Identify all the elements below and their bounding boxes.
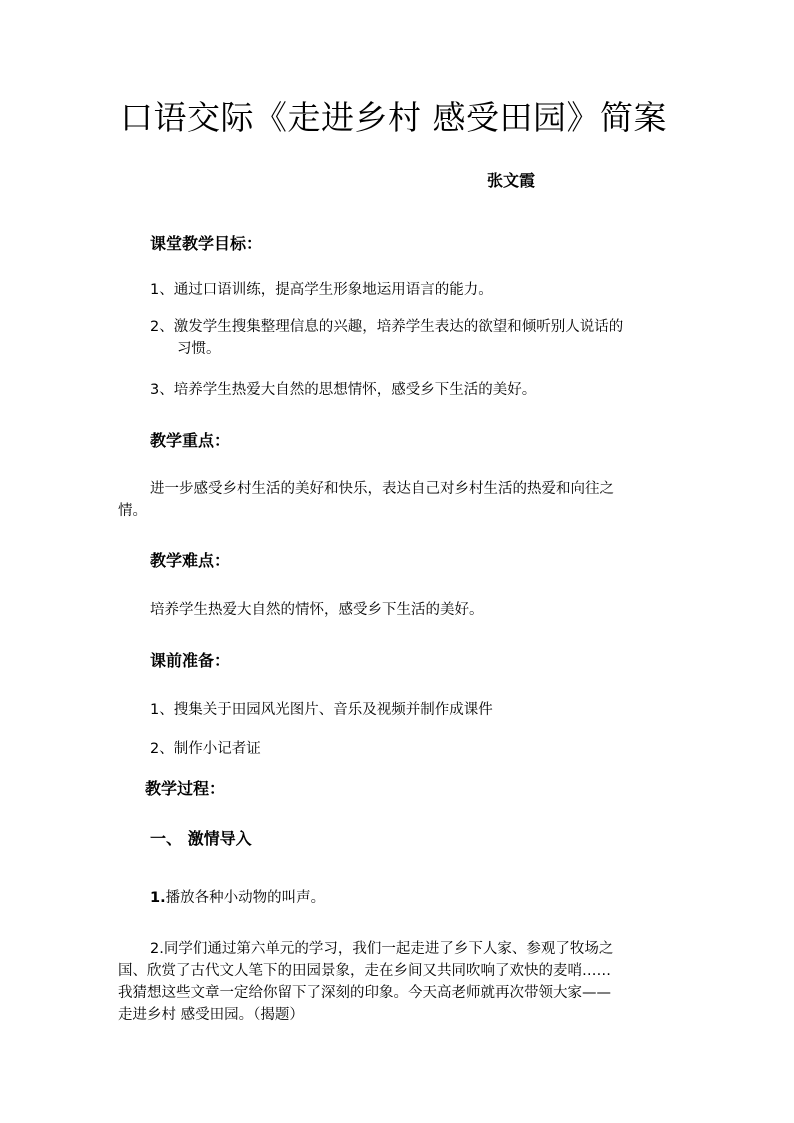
step-2-line-2: 国、欣赏了古代文人笔下的田园景象，走在乡间又共同吹响了欢快的麦哨…… [118,963,611,979]
process-heading: 教学过程： [145,779,226,798]
step-2-line-3: 我猜想这些文章一定给你留下了深刻的印象。今天高老师就再次带领大家—— [118,985,611,1001]
step-1 [150,886,325,907]
step-2-line-4: 走进乡村 感受田园。（揭题） [118,1007,304,1023]
key-point-paragraph [118,478,614,522]
key-point-line-1: 进一步感受乡村生活的美好和快乐，表达自己对乡村生活的热爱和向往之 [150,481,614,497]
difficulty-text: 培养学生热爱大自然的情怀，感受乡下生活的美好。 [150,602,484,618]
objective-item-2 [150,316,623,360]
preparation-heading: 课前准备： [150,651,231,670]
key-point-line-2: 情。 [118,503,147,519]
preparation-item-2: 2、制作小记者证 [150,741,261,757]
objective-item-1: 1、通过口语训练，提高学生形象地运用语言的能力。 [150,282,493,298]
preparation-item-1: 1、搜集关于田园风光图片、音乐及视频并制作成课件 [150,702,493,718]
step-2-paragraph [118,938,613,1026]
step-1-number: 1. [150,890,166,906]
objective-item-2-line-1: 2、激发学生搜集整理信息的兴趣，培养学生表达的欲望和倾听别人说话的 [150,319,624,335]
objective-item-3: 3、培养学生热爱大自然的思想情怀，感受乡下生活的美好。 [150,382,537,398]
objective-item-2-line-2: 习惯。 [177,341,221,357]
author-name: 张文霞 [487,171,536,190]
step-1-text: 播放各种小动物的叫声。 [165,890,326,906]
difficulty-heading: 教学难点： [150,551,231,570]
key-point-heading: 教学重点： [150,431,231,450]
objectives-heading: 课堂教学目标： [150,234,263,253]
section-1-heading: 一、 激情导入 [150,829,252,848]
step-2-line-1: 2.同学们通过第六单元的学习，我们一起走进了乡下人家、参观了牧场之 [150,941,614,957]
document-title: 口语交际《走进乡村 感受田园》简案 [120,98,667,137]
